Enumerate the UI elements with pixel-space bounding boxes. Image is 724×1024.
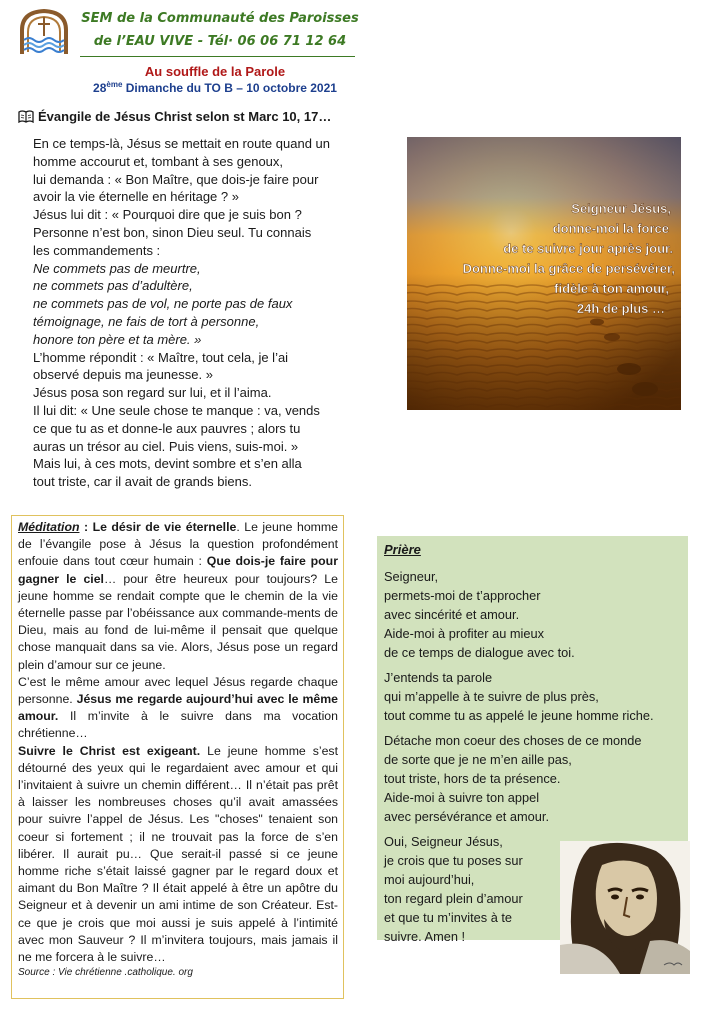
- photo-caption-line: donne-moi la force: [552, 221, 669, 236]
- header-divider: [80, 56, 355, 57]
- prayer-line: tout triste, hors de ta présence.: [384, 771, 561, 786]
- prayer-line: permets-moi de t’approcher: [384, 588, 541, 603]
- gospel-line: homme accourut et, tombant à ses genoux,: [33, 153, 284, 169]
- date-text: Dimanche du TO B – 10 octobre 2021: [122, 81, 337, 95]
- gospel-line: Jésus posa son regard sur lui, et il l’aima.: [33, 385, 272, 401]
- gospel-line: Mais lui, à ces mots, devint sombre et s’en alla: [33, 456, 302, 472]
- prayer-line: avec persévérance et amour.: [384, 809, 550, 824]
- meditation-source: Source : Vie chrétienne .catholique. org: [18, 967, 193, 979]
- page-subtitle: Au souffle de la Parole: [144, 64, 286, 79]
- meditation-emphasis-3: Suivre le Christ est exigeant.: [18, 743, 201, 758]
- date-ordinal: ème: [106, 80, 123, 89]
- date-number: 28: [93, 81, 107, 95]
- prayer-line: Seigneur,: [384, 569, 439, 584]
- gospel-line: lui demanda : « Bon Maître, que dois-je faire pour: [33, 171, 319, 187]
- meditation-colon: :: [79, 520, 93, 534]
- prayer-line: moi aujourd’hui,: [384, 872, 475, 887]
- prayer-stanza: [384, 567, 684, 662]
- meditation-paragraph-3: [18, 743, 338, 967]
- meditation-question: Que dois-je faire pour gagner le ciel: [18, 554, 338, 586]
- meditation-text-3b: Le jeune homme s’est détourné des yeux qui le regardaient avec amour et qui l’invitaient à suivre un chemin différent… Il n’était pas prêt à laisser les nombreuses choses qu’il avait amassées pour suivre l’appel de Jésus. Les "choses" tenaient son coeur si fortement ; il ne trouvait pas la force de s’en libérer. Il aurait pu… Que serait-il passé si ce jeune homme riche s’était laissé gagner par le regard doux et aimant du Bon Maître ? Il était appelé à être un apôtre du Seigneur et à devenir un ami intime de son Créateur. Est-ce que je crois que moi aussi je suis appelé à l’intimité avec mon Sauveur ? Il m’invitera toujours, mais jamais il ne me forcera à le suivre…: [18, 743, 338, 965]
- prayer-title: Prière: [384, 542, 421, 557]
- meditation-text-2c: Il m’invite à le suivre dans ma vocation chrétienne…: [18, 709, 338, 741]
- gospel-line: En ce temps-là, Jésus se mettait en route quand un: [33, 136, 331, 151]
- prayer-line: Aide-moi à suivre ton appel: [384, 790, 540, 805]
- gospel-text: [33, 135, 353, 491]
- meditation-text-1a: . Le jeune homme de l’évangile pose à Jésus la question profondément enfouie dans tout cœur humain :: [18, 520, 338, 569]
- prayer-line: Détache mon coeur des choses de ce monde: [384, 733, 642, 748]
- photo-caption-line: Donne-moi la grâce de persévérer,: [462, 261, 675, 276]
- gospel-line: témoignage, ne fais de tort à personne,: [33, 313, 260, 329]
- meditation-paragraph-1: [18, 519, 338, 674]
- gospel-line: ne commets pas de vol, ne porte pas de faux: [33, 296, 293, 312]
- desert-photo: [407, 137, 681, 410]
- gospel-line: Jésus lui dit : « Pourquoi dire que je suis bon ?: [33, 207, 302, 223]
- gospel-line: honore ton père et ta mère. »: [33, 331, 202, 347]
- gospel-line: Personne n’est bon, sinon Dieu seul. Tu connais: [33, 224, 312, 240]
- gospel-line: observé depuis ma jeunesse. »: [33, 367, 213, 383]
- gospel-line: auras un trésor au ciel. Puis viens, suis-moi. »: [33, 438, 299, 454]
- prayer-line: Aide-moi à profiter au mieux: [384, 626, 545, 641]
- meditation-text-1c: … pour être heureux pour toujours? Le jeune homme se rendait compte que le chemin de la vie éternelle passe par l’obéissance aux commande-ments de Dieu, mais au fond de lui-même il pensait que quelque chose manquait dans sa vie. Alors, Jésus pose un regard plein d’amour sur ce jeune.: [18, 571, 338, 672]
- prayer-line: je crois que tu poses sur: [384, 853, 523, 868]
- meditation-box: [11, 515, 344, 999]
- prayer-stanza: [384, 668, 684, 725]
- gospel-line: tout triste, car il avait de grands biens.: [33, 474, 252, 490]
- header-line-1: SEM de la Communauté des Paroisses: [81, 11, 359, 26]
- prayer-line: de ce temps de dialogue avec toi.: [384, 645, 575, 660]
- parish-logo: [16, 8, 72, 60]
- gospel-title: [18, 109, 331, 124]
- gospel-line: avoir la vie éternelle en héritage ? »: [33, 189, 239, 205]
- prayer-line: avec sincérité et amour.: [384, 607, 520, 622]
- photo-caption-line: 24h de plus …: [576, 301, 665, 316]
- gospel-line: L’homme répondit : « Maître, tout cela, je l’ai: [33, 349, 289, 365]
- photo-caption-line: fidèle à ton amour,: [554, 281, 669, 296]
- prayer-line: qui m’appelle à te suivre de plus près,: [384, 689, 599, 704]
- photo-caption-line: Seigneur Jésus,: [571, 201, 671, 216]
- gospel-line: Ne commets pas de meurtre,: [33, 260, 201, 276]
- sunday-date: [20, 80, 410, 95]
- gospel-line: ne commets pas d’adultère,: [33, 278, 193, 294]
- prayer-line: tout comme tu as appelé le jeune homme riche.: [384, 708, 654, 723]
- prayer-line: ton regard plein d’amour: [384, 891, 523, 906]
- prayer-stanza: [384, 731, 684, 826]
- meditation-paragraph-2: [18, 674, 338, 743]
- photo-caption-line: de te suivre jour après jour.: [503, 241, 673, 256]
- prayer-line: Oui, Seigneur Jésus,: [384, 834, 503, 849]
- gospel-line: les commandements :: [33, 242, 161, 258]
- gospel-line: Il lui dit: « Une seule chose te manque : va, vends: [33, 402, 320, 418]
- gospel-title-text: Évangile de Jésus Christ selon st Marc 10, 17…: [38, 109, 332, 124]
- header-line-2: de l’EAU VIVE - Tél· 06 06 71 12 64: [93, 34, 347, 49]
- meditation-emphasis-2: Jésus me regarde aujourd’hui avec le même amour.: [18, 692, 338, 724]
- prayer-line: et que tu m’invites à te: [384, 910, 513, 925]
- meditation-text-2a: C’est le même amour avec lequel Jésus regarde chaque personne.: [18, 674, 338, 707]
- open-book-icon: [18, 110, 34, 123]
- meditation-label: Méditation: [18, 520, 80, 534]
- prayer-line: suivre. Amen !: [384, 929, 466, 944]
- meditation-heading: Le désir de vie éternelle: [92, 520, 237, 534]
- jesus-illustration: [560, 841, 690, 974]
- gospel-line: ce que tu as et donne-le aux pauvres ; alors tu: [33, 420, 301, 436]
- prayer-line: de sorte que je ne m’en aille pas,: [384, 752, 572, 767]
- prayer-line: J’entends ta parole: [384, 670, 493, 685]
